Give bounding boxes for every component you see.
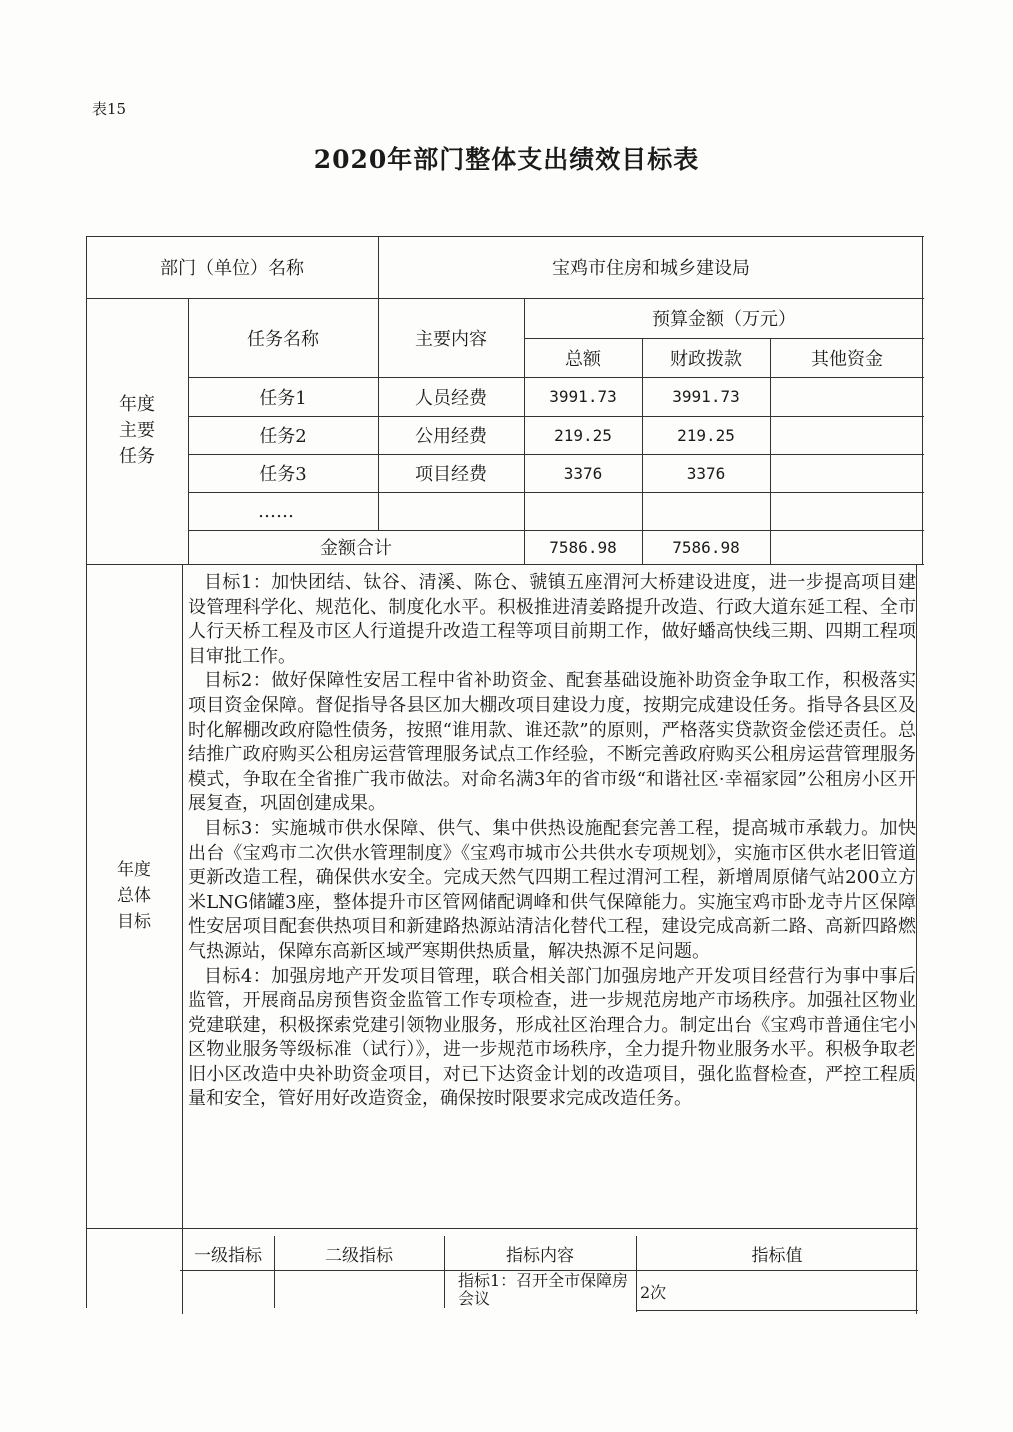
goal-paragraph: 目标1：加快团结、钛谷、清溪、陈仓、虢镇五座渭河大桥建设进度，进一步提高项目建设管理科学化、规范化、制度化水平。积极推进清姜路提升改造、行政大道东延工程、全市人行天桥工程及市区人行道提升改造工程等项目前期工作，做好蟠高快线三期、四期工程项目审批工作。 bbox=[188, 572, 916, 667]
main-content-header: 主要内容 bbox=[415, 328, 487, 350]
dept-value: 宝鸡市住房和城乡建设局 bbox=[552, 258, 750, 279]
task-total: 219.25 bbox=[554, 425, 612, 445]
level2-header: 二级指标 bbox=[325, 1245, 393, 1266]
task-fiscal: 3991.73 bbox=[672, 387, 740, 406]
task-other bbox=[770, 454, 924, 492]
task-other bbox=[770, 492, 924, 530]
task-name: 任务3 bbox=[259, 464, 307, 485]
dept-label: 部门（单位）名称 bbox=[160, 258, 304, 279]
total-header: 总额 bbox=[565, 348, 601, 370]
task-name: 任务1 bbox=[259, 387, 307, 409]
goal-paragraph: 目标4：加强房地产开发项目管理，联合相关部门加强房地产开发项目经营行为事中事后监管，开展商品房预售资金监管工作专项检查，进一步规范房地产市场秩序。加强社区物业党建联建，积极探索党建引领物业服务，形成社区治理合力。制定出台《宝鸡市普通住宅小区物业服务等级标准（试行）》，进一步规范市场秩序，全力提升物业服务水平。积极争取老旧小区改造中央补助资金项目，对已下达资金计划的改造项目，强化监督检查，严控工程质量和安全，管好用好改造资金，确保按时限要求完成改造任务。 bbox=[188, 965, 916, 1110]
task-content: 项目经费 bbox=[415, 464, 487, 485]
annual-tasks-label: 年度 主要 任务 bbox=[119, 394, 155, 467]
task-content: 公用经费 bbox=[415, 426, 487, 447]
task-fiscal: 219.25 bbox=[677, 425, 735, 445]
indicator-content: 指标1：召开全市保障房会议 bbox=[458, 1271, 629, 1308]
document-title: 2020年部门整体支出绩效目标表 bbox=[313, 145, 700, 174]
task-name-header: 任务名称 bbox=[247, 328, 319, 350]
task-total bbox=[524, 492, 642, 530]
fiscal-header: 财政拨款 bbox=[670, 348, 742, 370]
annual-goals-text bbox=[188, 571, 916, 1112]
indicator-content-header: 指标内容 bbox=[506, 1245, 574, 1266]
indicator-value-header: 指标值 bbox=[751, 1245, 803, 1266]
form-number: 表15 bbox=[92, 100, 127, 118]
budget-header: 预算金额（万元） bbox=[652, 309, 796, 330]
sum-total: 7586.98 bbox=[549, 537, 617, 557]
task-content bbox=[378, 492, 524, 530]
task-name: 任务2 bbox=[259, 426, 307, 447]
level1-header: 一级指标 bbox=[194, 1245, 262, 1266]
goal-paragraph: 目标2：做好保障性安居工程中省补助资金、配套基础设施补助资金争取工作，积极落实项目资金保障。督促指导各县区加大棚改项目建设力度，按期完成建设任务。指导各县区及时化解棚改政府隐性债务，按照“谁用款、谁还款”的原则，严格落实贷款资金偿还责任。总结推广政府购买公租房运营管理服务试点工作经验，不断完善政府购买公租房运营管理服务模式，争取在全省推广我市做法。对命名满3年的省市级“和谐社区·幸福家园”公租房小区开展复查，巩固创建成果。 bbox=[188, 670, 916, 815]
task-content: 人员经费 bbox=[415, 387, 487, 409]
other-header: 其他资金 bbox=[811, 348, 883, 370]
task-other bbox=[770, 377, 924, 416]
task-name: …… bbox=[258, 500, 294, 522]
annual-goals-label: 年度 总体 目标 bbox=[117, 860, 151, 932]
sum-fiscal: 7586.98 bbox=[672, 537, 740, 557]
sum-other bbox=[770, 530, 924, 564]
task-total: 3991.73 bbox=[549, 387, 617, 406]
task-fiscal: 3376 bbox=[686, 463, 726, 483]
sum-label: 金额合计 bbox=[320, 538, 392, 559]
task-total: 3376 bbox=[563, 463, 603, 483]
task-other bbox=[770, 416, 924, 454]
goal-paragraph: 目标3：实施城市供水保障、供气、集中供热设施配套完善工程，提高城市承载力。加快出台《宝鸡市二次供水管理制度》《宝鸡市城市公共供水专项规划》，实施市区供水老旧管道更新改造工程，确保供水安全。完成天然气四期工程过渭河工程，新增周原储气站200立方米LNG储罐3座，整体提升市区管网储配调峰和供气保障能力。实施宝鸡市卧龙寺片区保障性安居项目配套供热项目和新建路热源站清洁化替代工程，建设完成高新二路、高新四路燃气热源站，保障东高新区域严寒期供热质量，解决热源不足问题。 bbox=[188, 817, 916, 962]
indicator-value: 2次 bbox=[640, 1282, 667, 1302]
task-fiscal bbox=[642, 492, 770, 530]
